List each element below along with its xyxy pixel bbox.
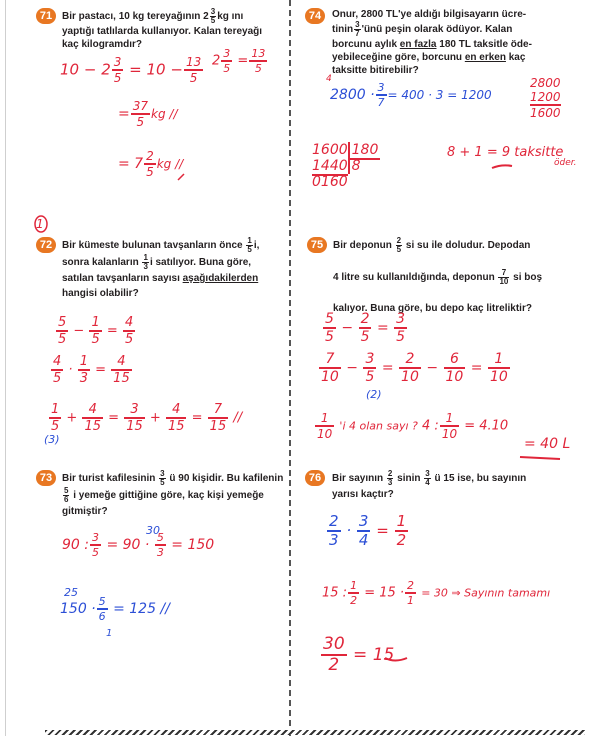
s73-line1: 90 : $\frac{3}{5}$ = 90 · $\frac{5}{3}$ = 150 bbox=[62, 531, 215, 559]
q71-fraction: $\frac{3}{5}$ bbox=[210, 7, 216, 25]
s76-line2: 15 : $\frac{1}{2}$ = 15 · $\frac{2}{1}$ = 30 ⇒ Sayının tamamı bbox=[322, 579, 551, 607]
s74-division: 1600 180 1440 8 0160 bbox=[312, 142, 379, 190]
q71-line3: kaç kilogramdır? bbox=[62, 39, 143, 50]
s74-subtraction: 2800 1200 1600 bbox=[530, 76, 561, 120]
q71-line1b: kg ını bbox=[217, 11, 244, 23]
question-number-76: 76 bbox=[305, 470, 325, 486]
question-72-text: Bir kümeste bulunan tavşanların önce $\frac{1}{5}$ i, sonra kalanların $\frac{1}{3}$ i satılıyor. Buna göre, satılan tavşanların sayısı aşağıdakilerden hangisi olabilir? bbox=[62, 236, 260, 299]
s74-answer: 8 + 1 = 9 taksitte bbox=[447, 145, 564, 160]
s72-multiplier: (3) bbox=[44, 433, 60, 446]
s73-line2: 150 · $\frac{5}{6}$ = 125 // bbox=[60, 595, 170, 623]
s71-side: 2 $\frac{3}{5}$ = $\frac{13}{5}$ bbox=[212, 47, 266, 75]
s72-line2: $\frac{4}{5}$ · $\frac{1}{3}$ = $\frac{4}{15}$ bbox=[53, 354, 130, 386]
s76-line3: $\frac{30}{2}$ = 15 bbox=[323, 634, 395, 675]
s75-line3: $\frac{1}{10}$ 'i 4 olan sayı ? 4 : $\frac{1}{10}$ = 4.10 bbox=[317, 411, 509, 441]
s74-line1: 2800 · $\frac{3}{7}$ = 400 · 3 = 1200 bbox=[330, 81, 492, 109]
s71-line2: = $\frac{37}{5}$ kg // bbox=[118, 99, 178, 129]
s71-line1: 10 − 2 $\frac{3}{5}$ = 10 − $\frac{13}{5}$ bbox=[60, 55, 202, 85]
question-number-75: 75 bbox=[307, 237, 327, 253]
s75-line2: $\frac{7}{10}$ − $\frac{3}{5}$ = $\frac{2}{10}$ − $\frac{6}{10}$ = $\frac{1}{10}$ bbox=[321, 351, 508, 385]
s75-result-underline bbox=[520, 457, 560, 459]
question-number-72: 72 bbox=[36, 237, 56, 253]
question-76-text: Bir sayının $\frac{2}{3}$ sinin $\frac{3}{4}$ ü 15 ise, bu sayının yarısı kaçtır? bbox=[332, 469, 527, 500]
s71-line3: = 7 $\frac{2}{5}$ kg // bbox=[118, 149, 184, 179]
s74-answer-hook bbox=[492, 165, 512, 168]
s74-carry: 4 bbox=[326, 74, 332, 84]
s76-line1: $\frac{2}{3}$ · $\frac{3}{4}$ = $\frac{1}{2}$ bbox=[329, 512, 407, 549]
s75-multiplier: (2) bbox=[366, 388, 382, 401]
s72-line3: $\frac{1}{5}$ + $\frac{4}{15}$ = $\frac{3}{15}$ + $\frac{4}{15}$ = $\frac{7}{15}$ // bbox=[51, 402, 243, 434]
s73-carry-1: 1 bbox=[106, 628, 113, 639]
s72-circle-stroke bbox=[35, 216, 47, 232]
question-number-71: 71 bbox=[36, 8, 56, 24]
q71-line1a: Bir pastacı, 10 kg tereyağının 2 bbox=[62, 11, 209, 23]
s72-line1: $\frac{5}{5}$ − $\frac{1}{5}$ = $\frac{4}{5}$ bbox=[58, 315, 134, 347]
s72-circle-mark: 1 bbox=[36, 217, 44, 231]
question-number-74: 74 bbox=[305, 8, 325, 24]
s73-carry-25: 25 bbox=[64, 586, 78, 599]
s71-result-tick bbox=[178, 174, 184, 180]
question-75-text: Bir deponun $\frac{2}{5}$ si su ile doludur. Depodan 4 litre su kullanıldığında, deponun $\frac{7}{10}$ si boş kalıyor. Buna göre, bu depo kaç litreliktir? bbox=[333, 236, 543, 314]
question-number-73: 73 bbox=[36, 470, 56, 486]
question-73-text: Bir turist kafilesinin $\frac{3}{5}$ ü 90 kişidir. Bu kafilenin $\frac{5}{6}$ i yemeğe gittiğine göre, kaç kişi yemeğe gitmiştir? bbox=[62, 469, 284, 517]
s73-carry-30: 30 bbox=[146, 524, 160, 537]
s75-result: = 40 L bbox=[524, 436, 571, 452]
q71-line2: yaptığı tatlılarda kullanıyor. Kalan tereyağı bbox=[62, 26, 263, 37]
s76-result-underline bbox=[385, 658, 407, 661]
s75-line1: $\frac{5}{5}$ − $\frac{2}{5}$ = $\frac{3}{5}$ bbox=[325, 311, 406, 345]
s74-answer-tail: öder. bbox=[554, 158, 577, 168]
question-74-text: Onur, 2800 TL'ye aldığı bilgisayarın ücre- tinin $\frac{3}{7}$ 'ünü peşin olarak ödüyor. Kalan borcunu aylık en fazla 180 TL taksitle öde- yebileceğine göre, borcunu en erken kaç taksitte bitirebilir? bbox=[332, 9, 532, 76]
